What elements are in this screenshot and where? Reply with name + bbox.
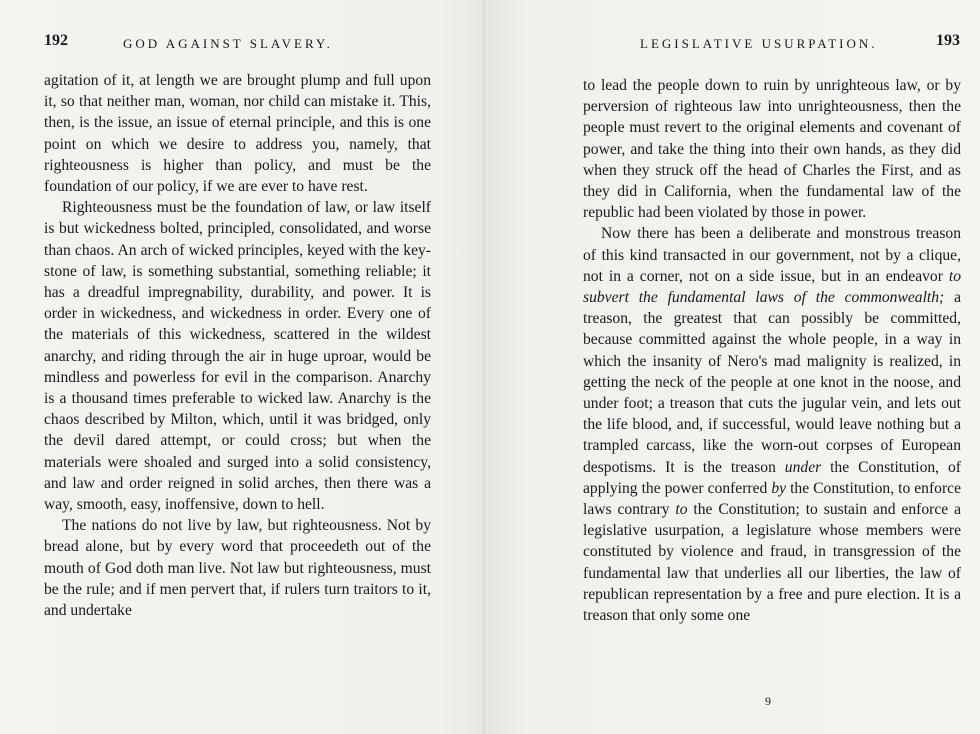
right-page-body bbox=[583, 75, 961, 626]
italic-run: under bbox=[784, 458, 822, 476]
italic-run: by bbox=[771, 479, 787, 497]
text-run: the Constitution, to enforce laws contrary bbox=[583, 479, 962, 519]
paragraph: to lead the people down to ruin by unrighteous law, or by perversion of righteous law into unrighteousness, then the people must revert to the original elements and covenant of power, and take the thing into their own hands, as they did when they struck off the head of Charles the First, and as they did in California, when the fundamental law of the republic had been violated by those in power. bbox=[583, 77, 961, 222]
page-number-left: 192 bbox=[44, 32, 68, 49]
text-run: Now there has been a deliberate and monstrous treason of this kind transacted in our government, not by a clique, not in a corner, not on a side issue, but in an endeavor bbox=[583, 225, 961, 285]
page-number-right: 193 bbox=[936, 32, 960, 49]
italic-run: to subvert the fundamental laws of the commonwealth; bbox=[583, 267, 961, 307]
paragraph: Righteousness must be the foundation of law, or law itself is but wickedness bolted, principled, consolidated, and worse than chaos. An arch of wicked principles, keyed with the key-stone of law, is something substantial, something reliable; it has a dreadful impregnability, durability, and power. It is order in wickedness, and wickedness in order. Every one of the materials of this wickedness, scattered in the wildest anarchy, and riding through the air in huge uproar, would be mindless and powerless for evil in the comparison. Anarchy is a thousand times preferable to wicked law. Anarchy is the chaos described by Milton, which, until it was bridged, only the devil dared attempt, or could cross; but when the materials were shoaled and surged into a solid consistency, and law and order reigned in solid arches, then there was a way, smooth, easy, inoffensive, down to hell. bbox=[44, 199, 431, 514]
text-run: the Constitution, of applying the power conferred bbox=[583, 458, 961, 497]
running-head-right: LEGISLATIVE USURPATION. bbox=[640, 36, 878, 51]
paragraph: agitation of it, at length we are brought plump and full upon it, so that neither man, woman, nor child can mistake it. This, then, is the issue, an issue of eternal principle, and this is one point on which we desire to address you, namely, that righteousness is higher than policy, and must be the foundation of our policy, if we are ever to have rest. bbox=[44, 72, 431, 196]
paragraph bbox=[583, 223, 961, 626]
left-page bbox=[0, 0, 485, 734]
right-page bbox=[485, 0, 980, 734]
paragraph: The nations do not live by law, but righteousness. Not by bread alone, but by every word that proceedeth out of the mouth of God doth man live. Not law but righteousness, must be the rule; and if men pervert that, if rulers turn traitors to it, and undertake bbox=[44, 517, 431, 620]
text-run: a treason, the greatest that can possibly be committed, because committed against the whole people, in a way in which the insanity of Nero's mad malignity is realized, in getting the neck of the people at one knot in the noose, and under foot; a treason that cuts the jugular vein, and lets out the life blood, and, if successful, would leave nothing but a trampled carcass, like the worn-out corpses of European despotisms. It is the treason bbox=[583, 289, 961, 476]
signature-mark: 9 bbox=[765, 694, 771, 708]
left-page-body bbox=[44, 70, 431, 621]
running-head-left: GOD AGAINST SLAVERY. bbox=[123, 36, 333, 51]
text-run: the Constitution; to sustain and enforce a legislative usurpation, a legislature whose members were constituted by violence and fraud, in transgression of the fundamental law that underlies all our liberties, the law of republican representation by a free and pure election. It is a treason that only some one bbox=[583, 501, 961, 625]
italic-run: to bbox=[675, 501, 688, 519]
right-page-header bbox=[580, 34, 960, 54]
left-page-header bbox=[44, 34, 434, 54]
